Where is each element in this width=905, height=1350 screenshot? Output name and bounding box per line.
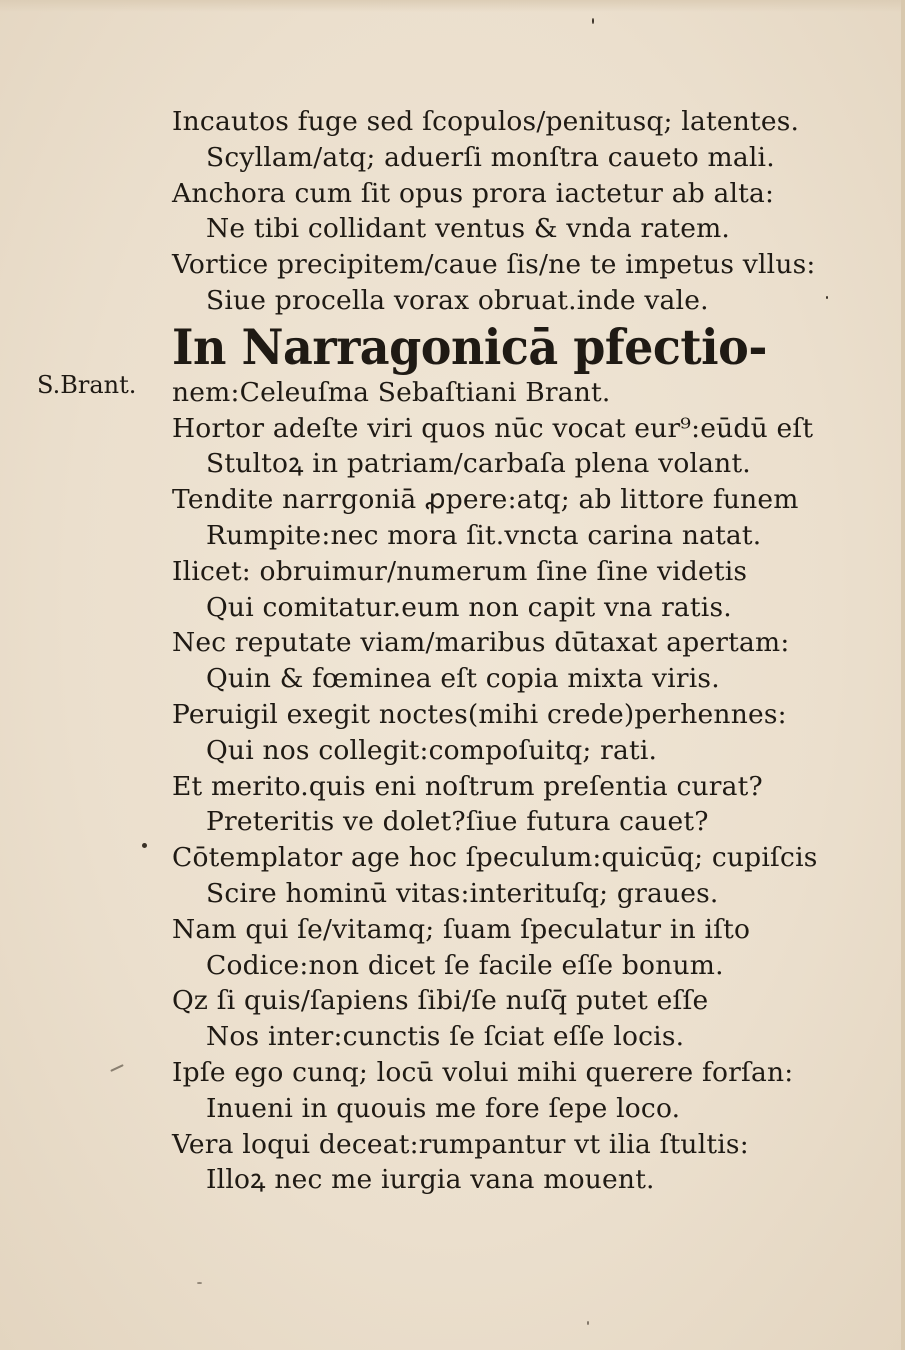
text-line: Preteritis ve dolet?ſiue futura cauet?	[206, 806, 709, 838]
text-line: Qui nos collegit:compoſuitq; rati.	[206, 734, 658, 766]
text-line: Stultoꝝ in patriam/carbaſa plena volant.	[206, 448, 751, 480]
text-line: Qz ſi quis/ſapiens ſibi/ſe nuſq̄ putet eſſe	[172, 985, 709, 1017]
text-line: Cōtemplator age hoc ſpeculum:quicūq; cupiſcis	[172, 842, 818, 874]
ink-speck	[197, 1282, 202, 1284]
text-line: Qui comitatur.eum non capit vna ratis.	[206, 591, 732, 623]
text-line: Hortor adeſte viri quos nūc vocat eur⁹:eūdū eſt	[172, 412, 814, 444]
text-line: Peruigil exegit noctes(mihi crede)perhennes:	[172, 698, 787, 730]
text-line: Nos inter:cunctis ſe ſciat eſſe locis.	[206, 1021, 685, 1053]
text-line: Codice:non dicet ſe facile eſſe bonum.	[206, 949, 724, 981]
text-line: Inueni in quouis me fore ſepe loco.	[206, 1092, 681, 1124]
text-line: Et merito.quis eni noſtrum preſentia curat?	[172, 770, 763, 802]
text-line: Ilicet: obruimur/numerum ſine ſine videtis	[172, 555, 748, 587]
text-block	[172, 104, 818, 1198]
text-line: Ne tibi collidant ventus & vnda ratem.	[206, 213, 731, 245]
text-line: Illoꝝ nec me iurgia vana mouent.	[206, 1164, 655, 1196]
text-line: Tendite narrgoniā ꝓpere:atq; ab littore funem	[172, 484, 799, 516]
text-line: Quin & fœminea eſt copia mixta viris.	[206, 663, 720, 695]
text-line: Nec reputate viam/maribus dūtaxat apertam:	[172, 627, 790, 659]
page-right-edge	[901, 0, 905, 1350]
ink-speck	[826, 296, 828, 299]
margin-note: S.Brant.	[37, 371, 137, 399]
text-line: Rumpite:nec mora ſit.vncta carina natat.	[206, 519, 762, 551]
text-line: Scyllam/atq; aduerſi monſtra caueto mali.	[206, 141, 775, 173]
ink-speck	[110, 1064, 124, 1072]
text-line: Nam qui ſe/vitamq; ſuam ſpeculatur in iſto	[172, 913, 751, 945]
text-line: Anchora cum ſit opus prora iactetur ab alta:	[172, 177, 775, 209]
text-line: Ipſe ego cunq; locū volui mihi querere forſan:	[172, 1056, 794, 1088]
text-line: Incautos fuge sed ſcopulos/penitusq; latentes.	[172, 106, 800, 137]
text-line: nem:Celeuſma Sebaſtiani Brant.	[172, 376, 611, 408]
ink-speck	[587, 1321, 589, 1325]
ink-speck	[592, 18, 594, 24]
text-line: Vera loqui deceat:rumpantur vt ilia ſtultis:	[172, 1128, 749, 1160]
gothic-heading: In Narragonicā pfectio-	[172, 318, 767, 376]
text-line: Scire hominū vitas:interituſq; graues.	[206, 877, 719, 909]
text-line: Vortice precipitem/caue ſis/ne te impetus vllus:	[172, 249, 816, 281]
ink-speck	[142, 843, 147, 848]
page-top-edge	[0, 0, 905, 12]
text-line: Siue procella vorax obruat.inde vale.	[206, 284, 709, 316]
